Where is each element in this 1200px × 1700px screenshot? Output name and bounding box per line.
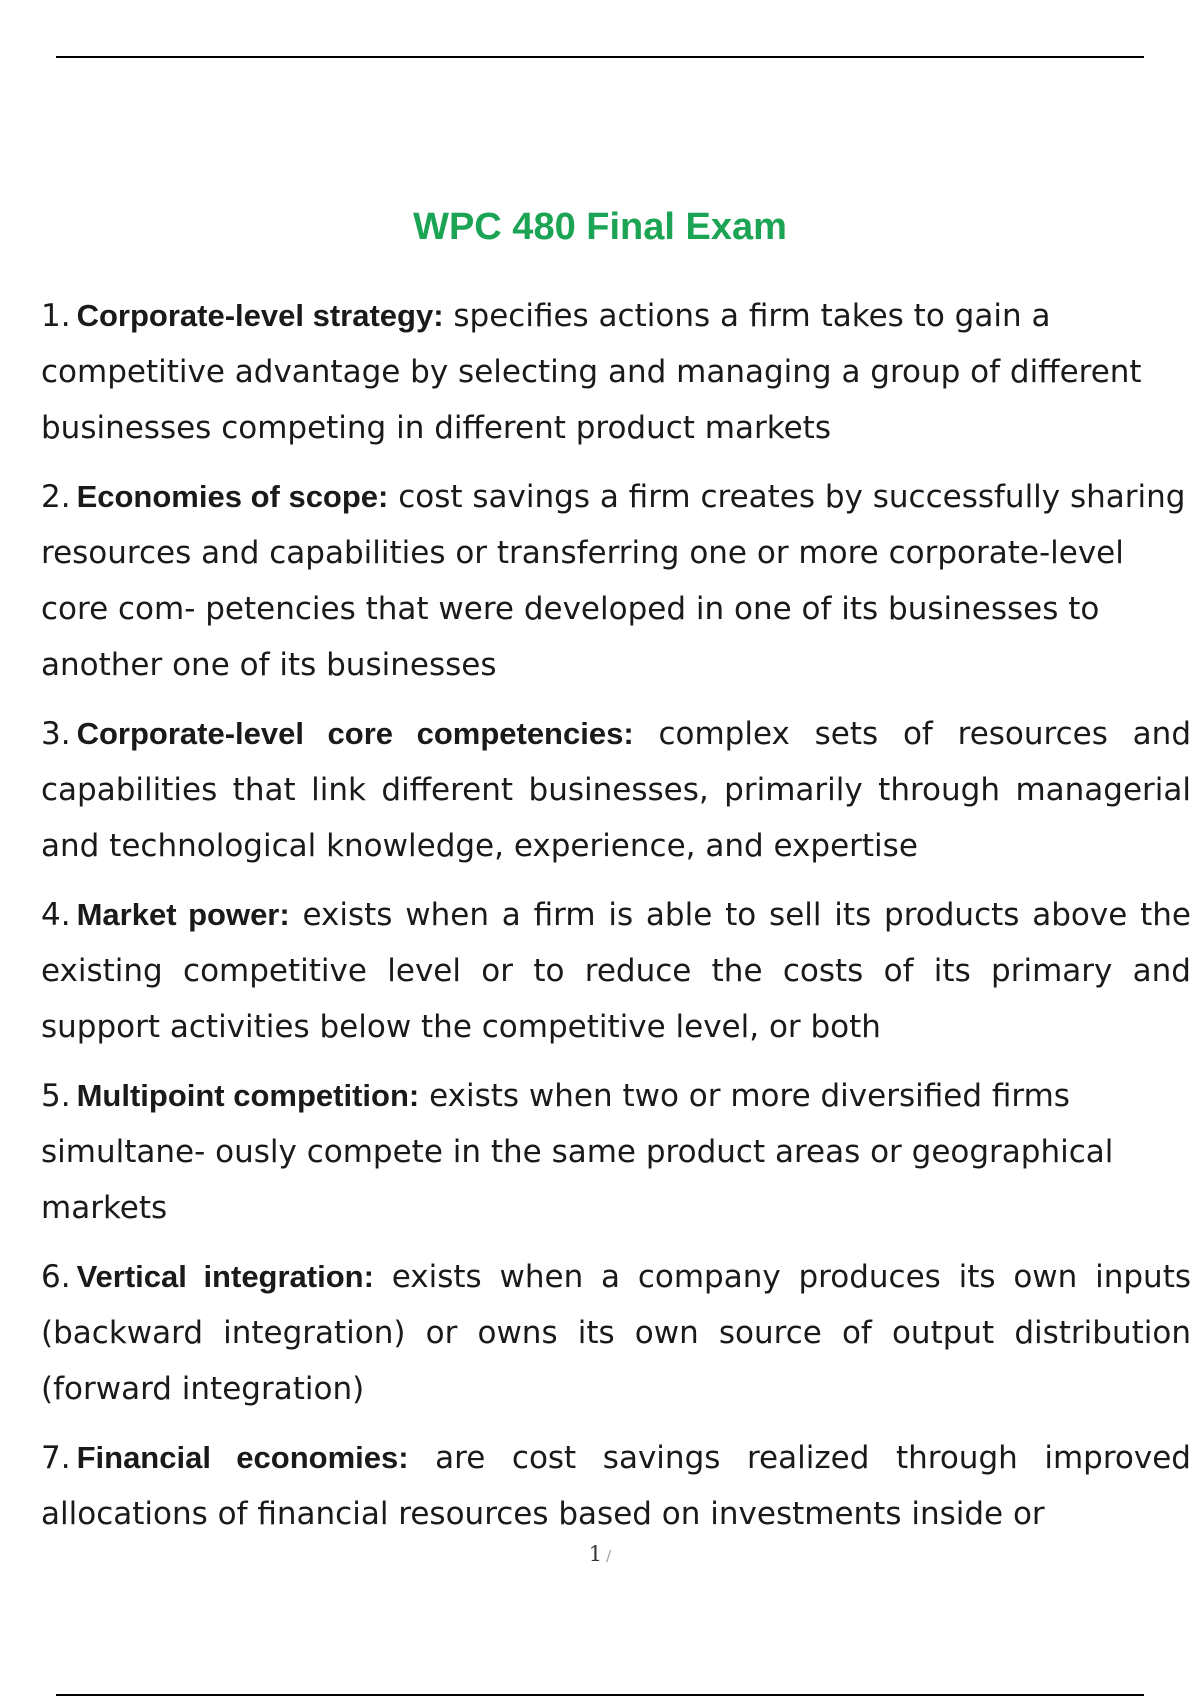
definition-item — [41, 1430, 1191, 1542]
definition-item — [41, 469, 1191, 693]
page-number-separator: / — [606, 1547, 612, 1565]
page-number — [0, 1539, 1200, 1571]
item-number: 4. — [41, 897, 71, 933]
definition-item — [41, 1068, 1191, 1236]
page-number-value: 1 — [588, 1542, 603, 1566]
item-number: 5. — [41, 1078, 71, 1114]
item-number: 6. — [41, 1259, 71, 1295]
document-title: WPC 480 Final Exam — [413, 206, 787, 248]
item-term: Corporate-level strategy: — [76, 298, 444, 333]
item-definition: specifies actions a firm takes to gain a competitive advantage by selecting and managing a group of different businesses competing in different product markets — [41, 298, 1142, 446]
item-definition: are cost savings realized through improved allocations of financial resources based on investments inside or — [41, 1440, 1191, 1532]
item-term: Market power: — [76, 897, 290, 932]
definition-item — [41, 288, 1191, 456]
bottom-rule — [56, 1694, 1144, 1696]
item-number: 1. — [41, 298, 71, 334]
item-term: Vertical integration: — [76, 1259, 374, 1294]
item-number: 3. — [41, 716, 71, 752]
item-number: 2. — [41, 479, 71, 515]
item-term: Financial economies: — [76, 1440, 409, 1475]
item-term: Economies of scope: — [76, 479, 389, 514]
item-definition: complex sets of resources and capabilities that link different businesses, primarily through managerial and technological knowledge, experience, and expertise — [41, 716, 1191, 864]
item-definition: exists when a company produces its own inputs (backward integration) or owns its own source of output distribution (forward integration) — [41, 1259, 1191, 1407]
definition-item — [41, 1249, 1191, 1417]
top-rule — [56, 56, 1144, 58]
item-definition: exists when a firm is able to sell its products above the existing competitive level or to reduce the costs of its primary and support activities below the competitive level, or both — [41, 897, 1191, 1045]
definition-item — [41, 887, 1191, 1055]
definition-list — [41, 288, 1191, 1555]
item-definition: cost savings a firm creates by successfully sharing resources and capabilities or transferring one or more corporate-level core com- petencies that were developed in one of its businesses to another one of its businesses — [41, 479, 1186, 683]
definition-item — [41, 706, 1191, 874]
item-definition: exists when two or more diversified firms simultane- ously compete in the same product areas or geographical markets — [41, 1078, 1114, 1226]
item-term: Multipoint competition: — [76, 1078, 420, 1113]
item-term: Corporate-level core competencies: — [76, 716, 634, 751]
item-number: 7. — [41, 1440, 71, 1476]
